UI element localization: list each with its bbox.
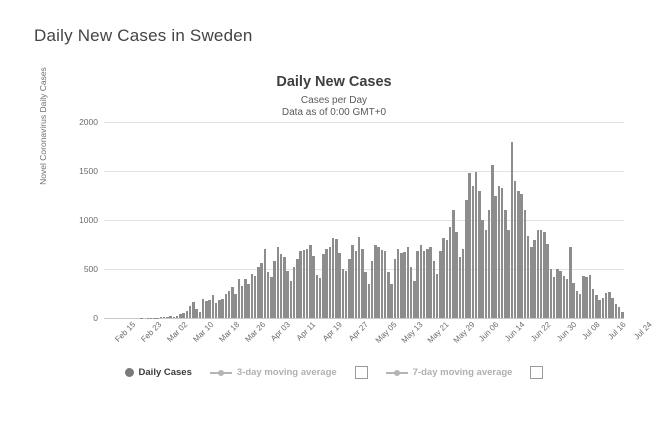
x-tick-label: Mar 18 [216,320,241,344]
bar[interactable] [605,293,608,318]
x-tick-label: May 05 [373,320,399,345]
legend-line-icon [386,368,408,377]
bar[interactable] [527,236,530,318]
bar[interactable] [238,279,241,318]
legend-dot-icon [125,368,134,377]
bar[interactable] [290,281,293,318]
y-tick-label: 0 [93,313,98,323]
bar[interactable] [589,275,592,318]
bar-series-daily-cases [104,122,624,318]
y-tick-label: 2000 [79,117,98,127]
bar[interactable] [400,253,403,318]
bar[interactable] [163,317,166,318]
chart-subtitle [34,95,634,119]
bar[interactable] [397,249,400,318]
bar[interactable] [595,295,598,318]
plot-area [104,122,624,319]
bar[interactable] [433,261,436,318]
bar[interactable] [403,252,406,318]
bar[interactable] [166,317,169,318]
bar[interactable] [507,230,510,318]
bar[interactable] [426,249,429,318]
bar[interactable] [504,210,507,318]
bar[interactable] [234,294,237,318]
bar[interactable] [423,251,426,318]
bar[interactable] [280,254,283,318]
bar[interactable] [208,300,211,318]
bar[interactable] [550,269,553,318]
bar[interactable] [381,250,384,318]
bar[interactable] [611,298,614,318]
bar[interactable] [524,210,527,318]
bar[interactable] [306,249,309,318]
bar[interactable] [160,317,163,318]
bar[interactable] [488,210,491,318]
legend-label: 3-day moving average [236,367,337,378]
x-tick-label: May 13 [399,320,425,345]
bar[interactable] [202,299,205,318]
bar[interactable] [559,271,562,318]
y-tick-label: 1000 [79,215,98,225]
bar[interactable] [186,311,189,318]
chart-subtitle-line-1: Cases per Day [300,95,368,106]
chart-legend [34,366,634,379]
bar[interactable] [481,220,484,318]
bar[interactable] [241,286,244,318]
bar[interactable] [303,250,306,318]
y-axis-ticks [56,117,98,323]
chart-subtitle-line-2: Data as of 0:00 GMT+0 [281,107,387,118]
bar[interactable] [374,245,377,318]
bar[interactable] [335,239,338,318]
x-tick-label: Jun 06 [476,320,501,344]
page-title: Daily New Cases in Sweden [34,26,253,45]
x-tick-label: Jun 22 [528,320,553,344]
bar[interactable] [192,302,195,318]
bar[interactable] [319,278,322,318]
bar[interactable] [511,142,514,318]
bar[interactable] [533,240,536,318]
bar[interactable] [546,244,549,318]
x-tick-label: Apr 03 [268,320,292,344]
bar[interactable] [218,300,221,318]
bar[interactable] [273,261,276,318]
bar[interactable] [267,272,270,318]
bar[interactable] [270,277,273,318]
bar[interactable] [452,210,455,318]
x-tick-label: Feb 15 [112,320,137,344]
bar[interactable] [322,254,325,318]
bar[interactable] [394,259,397,318]
bar[interactable] [221,299,224,318]
legend-toggle-checkbox[interactable] [355,366,368,379]
bar[interactable] [348,259,351,318]
y-tick-label: 500 [83,264,98,274]
x-tick-label: Apr 11 [294,320,317,343]
legend-item[interactable] [210,367,337,378]
bar[interactable] [169,316,172,318]
bar[interactable] [439,251,442,318]
bar[interactable] [358,237,361,318]
legend-toggle-checkbox[interactable] [530,366,543,379]
bar[interactable] [345,271,348,318]
bar[interactable] [179,314,182,318]
bar[interactable] [436,274,439,318]
bar[interactable] [501,188,504,318]
bar[interactable] [338,253,341,318]
bar[interactable] [420,245,423,318]
x-tick-label: Feb 23 [138,320,163,344]
bar[interactable] [478,191,481,318]
legend-item[interactable] [125,367,192,378]
bar[interactable] [173,317,176,318]
bar[interactable] [286,271,289,318]
bar[interactable] [283,257,286,318]
bar[interactable] [264,249,267,318]
bar[interactable] [329,247,332,318]
x-tick-label: Jun 14 [502,320,527,344]
chart-title: Daily New Cases [276,74,392,90]
bar[interactable] [351,245,354,319]
x-tick-label: Mar 10 [190,320,215,344]
bar[interactable] [293,267,296,318]
bar[interactable] [602,298,605,318]
y-axis-label: Novel Coronavirus Daily Cases [38,67,48,185]
bar[interactable] [231,287,234,318]
bar[interactable] [195,309,198,318]
bar[interactable] [225,294,228,319]
bar[interactable] [182,313,185,318]
bar[interactable] [371,261,374,318]
legend-label: 7-day moving average [412,367,513,378]
bar[interactable] [475,172,478,318]
bar[interactable] [446,240,449,318]
bar[interactable] [592,289,595,318]
bar[interactable] [384,251,387,318]
bar[interactable] [215,303,218,318]
bar[interactable] [244,279,247,318]
bar[interactable] [364,272,367,318]
bar[interactable] [585,277,588,318]
bar[interactable] [556,269,559,318]
bar[interactable] [485,230,488,318]
bar[interactable] [332,238,335,318]
bar[interactable] [498,186,501,318]
bar[interactable] [325,249,328,318]
bar[interactable] [257,267,260,318]
bar[interactable] [540,230,543,318]
y-tick-label: 1500 [79,166,98,176]
bar[interactable] [537,230,540,318]
bar[interactable] [355,251,358,318]
bar[interactable] [621,312,624,318]
x-tick-label: Mar 02 [164,320,189,344]
bar[interactable] [260,263,263,318]
bar[interactable] [459,257,462,318]
bar[interactable] [189,306,192,318]
bar[interactable] [309,245,312,318]
bar[interactable] [410,267,413,318]
x-tick-label: Jul 08 [579,320,602,342]
bar[interactable] [572,283,575,318]
bar[interactable] [455,232,458,318]
x-tick-label: Apr 27 [346,320,370,344]
x-tick-label: Apr 19 [320,320,344,344]
x-axis-ticks [104,320,654,360]
bar[interactable] [468,173,471,318]
bar[interactable] [520,194,523,318]
bar[interactable] [530,247,533,318]
bar[interactable] [615,304,618,318]
legend-line-icon [210,368,232,377]
bar[interactable] [569,247,572,318]
x-tick-label: Jul 24 [631,320,654,342]
bar[interactable] [212,295,215,318]
bar[interactable] [442,238,445,318]
bar[interactable] [254,276,257,318]
bar[interactable] [368,284,371,318]
bar[interactable] [598,300,601,318]
bar[interactable] [296,259,299,318]
bar[interactable] [449,227,452,318]
bar[interactable] [277,247,280,318]
legend-item[interactable] [386,367,513,378]
bar[interactable] [407,247,410,318]
bar[interactable] [387,272,390,318]
bar[interactable] [312,256,315,318]
x-tick-label: May 21 [425,320,451,345]
bar[interactable] [390,284,393,318]
bar[interactable] [199,312,202,318]
bar[interactable] [342,269,345,318]
bar[interactable] [413,281,416,318]
bar[interactable] [465,200,468,318]
x-tick-label: Mar 26 [242,320,267,344]
bar[interactable] [543,232,546,318]
bar[interactable] [316,275,319,318]
bar[interactable] [462,249,465,318]
bar[interactable] [429,247,432,318]
bar[interactable] [566,279,569,318]
bar[interactable] [553,277,556,318]
bar[interactable] [517,191,520,318]
bar[interactable] [205,301,208,318]
bar[interactable] [491,165,494,318]
bar[interactable] [579,294,582,319]
bar[interactable] [361,249,364,318]
chart-card [34,67,654,400]
bar[interactable] [377,247,380,318]
x-tick-label: May 29 [451,320,477,345]
bar[interactable] [251,274,254,318]
bar[interactable] [563,276,566,318]
bar[interactable] [247,284,250,318]
bar[interactable] [494,196,497,319]
bar[interactable] [472,186,475,318]
x-tick-label: Jun 30 [554,320,579,344]
bar[interactable] [299,251,302,318]
bar[interactable] [608,292,611,318]
x-tick-label: Jul 16 [605,320,628,342]
bar[interactable] [576,291,579,318]
bar[interactable] [514,181,517,318]
bar[interactable] [618,307,621,318]
bar[interactable] [582,276,585,318]
bar[interactable] [228,291,231,318]
bar[interactable] [416,251,419,318]
bar[interactable] [176,316,179,318]
legend-label: Daily Cases [138,367,192,378]
